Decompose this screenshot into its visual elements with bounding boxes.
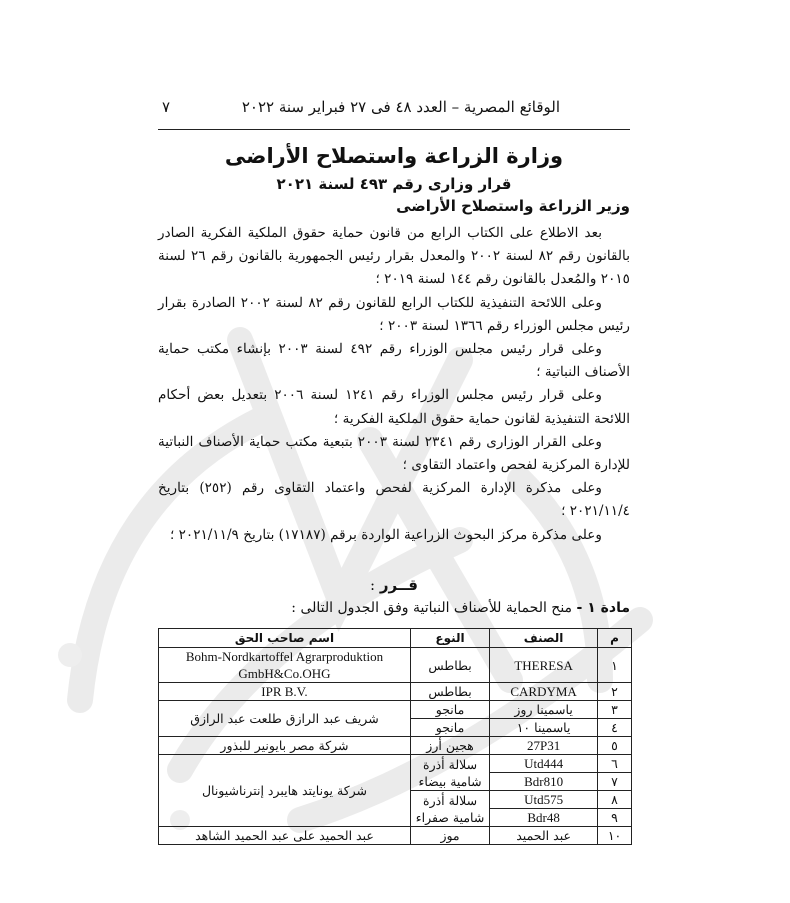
table-row <box>159 648 632 683</box>
decree-heading <box>158 576 630 594</box>
cell-variety: عبد الحميد <box>490 827 598 845</box>
cell-num: ٢ <box>598 683 632 701</box>
cell-num: ٣ <box>598 701 632 719</box>
cell-type: هجين أرز <box>410 737 489 755</box>
cell-num: ٦ <box>598 755 632 773</box>
cell-num: ٤ <box>598 719 632 737</box>
cell-num: ١٠ <box>598 827 632 845</box>
cell-owner: Bohm-Nordkartoffel Agrarproduktion GmbH&Co.OHG <box>159 648 411 683</box>
cell-type: بطاطس <box>410 683 489 701</box>
col-header-type: النوع <box>410 629 489 648</box>
table-row <box>159 737 632 755</box>
preamble-paragraph: وعلى القرار الوزارى رقم ٢٣٤١ لسنة ٢٠٠٣ بتبعية مكتب حماية الأصناف النباتية للإدارة المركزية لفحص واعتماد التقاوى ؛ <box>158 433 630 474</box>
ministry-title: وزارة الزراعة واستصلاح الأراضى <box>224 144 564 168</box>
preamble-paragraph: وعلى مذكرة الإدارة المركزية لفحص واعتماد التقاوى رقم (٢٥٢) بتاريخ ٢٠٢١/١١/٤ ؛ <box>158 480 630 520</box>
preamble-paragraph: وعلى قرار رئيس مجلس الوزراء رقم ١٢٤١ لسنة ٢٠٠٦ بتعديل بعض أحكام اللائحة التنفيذية لقانون حماية حقوق الملكية الفكرية ؛ <box>158 387 630 427</box>
header-text: الوقائع المصرية – العدد ٤٨ فى ٢٧ فبراير سنة ٢٠٢٢ <box>241 98 560 116</box>
cell-owner: شركة يونايتد هايبرد إنترناشيونال <box>159 755 411 827</box>
preamble-paragraph: وعلى مذكرة مركز البحوث الزراعية الواردة برقم (١٧١٨٧) بتاريخ ٢٠٢١/١١/٩ ؛ <box>169 526 602 543</box>
cell-num: ٩ <box>598 809 632 827</box>
preamble-paragraph: وعلى اللائحة التنفيذية للكتاب الرابع للقانون رقم ٨٢ لسنة ٢٠٠٢ الصادرة بقرار رئيس مجلس الوزراء رقم ١٣٦٦ لسنة ٢٠٠٣ ؛ <box>158 294 630 334</box>
cell-variety: ياسمينا ١٠ <box>490 719 598 737</box>
cell-num: ٥ <box>598 737 632 755</box>
table-row <box>159 827 632 845</box>
cell-variety: Bdr48 <box>490 809 598 827</box>
preamble-paragraph: بعد الاطلاع على الكتاب الرابع من قانون حماية حقوق الملكية الفكرية الصادر بالقانون رقم ٨٢ لسنة ٢٠٠٢ والمعدل بقرار رئيس الجمهورية بالقانون رقم ٢٦ لسنة ٢٠١٥ والمُعدل بالقانون رقم ١٤٤ لسنة ٢٠١٩ ؛ <box>158 225 630 288</box>
cell-owner: شريف عبد الرازق طلعت عبد الرازق <box>159 701 411 737</box>
cell-variety: ياسمينا روز <box>490 701 598 719</box>
table-row <box>159 755 632 773</box>
cell-variety: Utd444 <box>490 755 598 773</box>
page-header <box>158 98 630 120</box>
decree-colon: : <box>370 576 376 594</box>
table-header-row <box>159 629 632 648</box>
cell-type: موز <box>410 827 489 845</box>
varieties-table <box>158 628 632 845</box>
cell-num: ١ <box>598 648 632 683</box>
table-row <box>159 701 632 719</box>
article-text: منح الحماية للأصناف النباتية وفق الجدول التالى : <box>291 600 573 616</box>
issuer-heading: وزير الزراعة واستصلاح الأراضى <box>396 197 630 215</box>
col-header-num: م <box>598 629 632 648</box>
cell-type: سلالة أذرة شامية صفراء <box>410 791 489 827</box>
col-header-variety: الصنف <box>490 629 598 648</box>
article-label: مادة ١ - <box>576 600 630 616</box>
cell-owner: IPR B.V. <box>159 683 411 701</box>
preamble-paragraph: وعلى قرار رئيس مجلس الوزراء رقم ٤٩٢ لسنة ٢٠٠٣ بإنشاء مكتب حماية الأصناف النباتية ؛ <box>158 341 630 381</box>
col-header-owner: اسم صاحب الحق <box>159 629 411 648</box>
cell-type: مانجو <box>410 701 489 719</box>
cell-variety: THERESA <box>490 648 598 683</box>
cell-variety: Utd575 <box>490 791 598 809</box>
cell-type: بطاطس <box>410 648 489 683</box>
cell-variety: Bdr810 <box>490 773 598 791</box>
cell-num: ٧ <box>598 773 632 791</box>
cell-type: سلالة أذرة شامية بيضاء <box>410 755 489 791</box>
decree-word: قــرر <box>379 576 418 594</box>
cell-type: مانجو <box>410 719 489 737</box>
cell-variety: 27P31 <box>490 737 598 755</box>
article-1 <box>291 600 630 616</box>
cell-num: ٨ <box>598 791 632 809</box>
decree-title: قرار وزارى رقم ٤٩٣ لسنة ٢٠٢١ <box>276 175 512 193</box>
header-rule <box>158 129 630 130</box>
page-number: ٧ <box>162 98 171 116</box>
preamble <box>158 222 630 547</box>
table-row <box>159 683 632 701</box>
cell-owner: عبد الحميد على عبد الحميد الشاهد <box>159 827 411 845</box>
cell-owner: شركة مصر بايونير للبذور <box>159 737 411 755</box>
cell-variety: CARDYMA <box>490 683 598 701</box>
